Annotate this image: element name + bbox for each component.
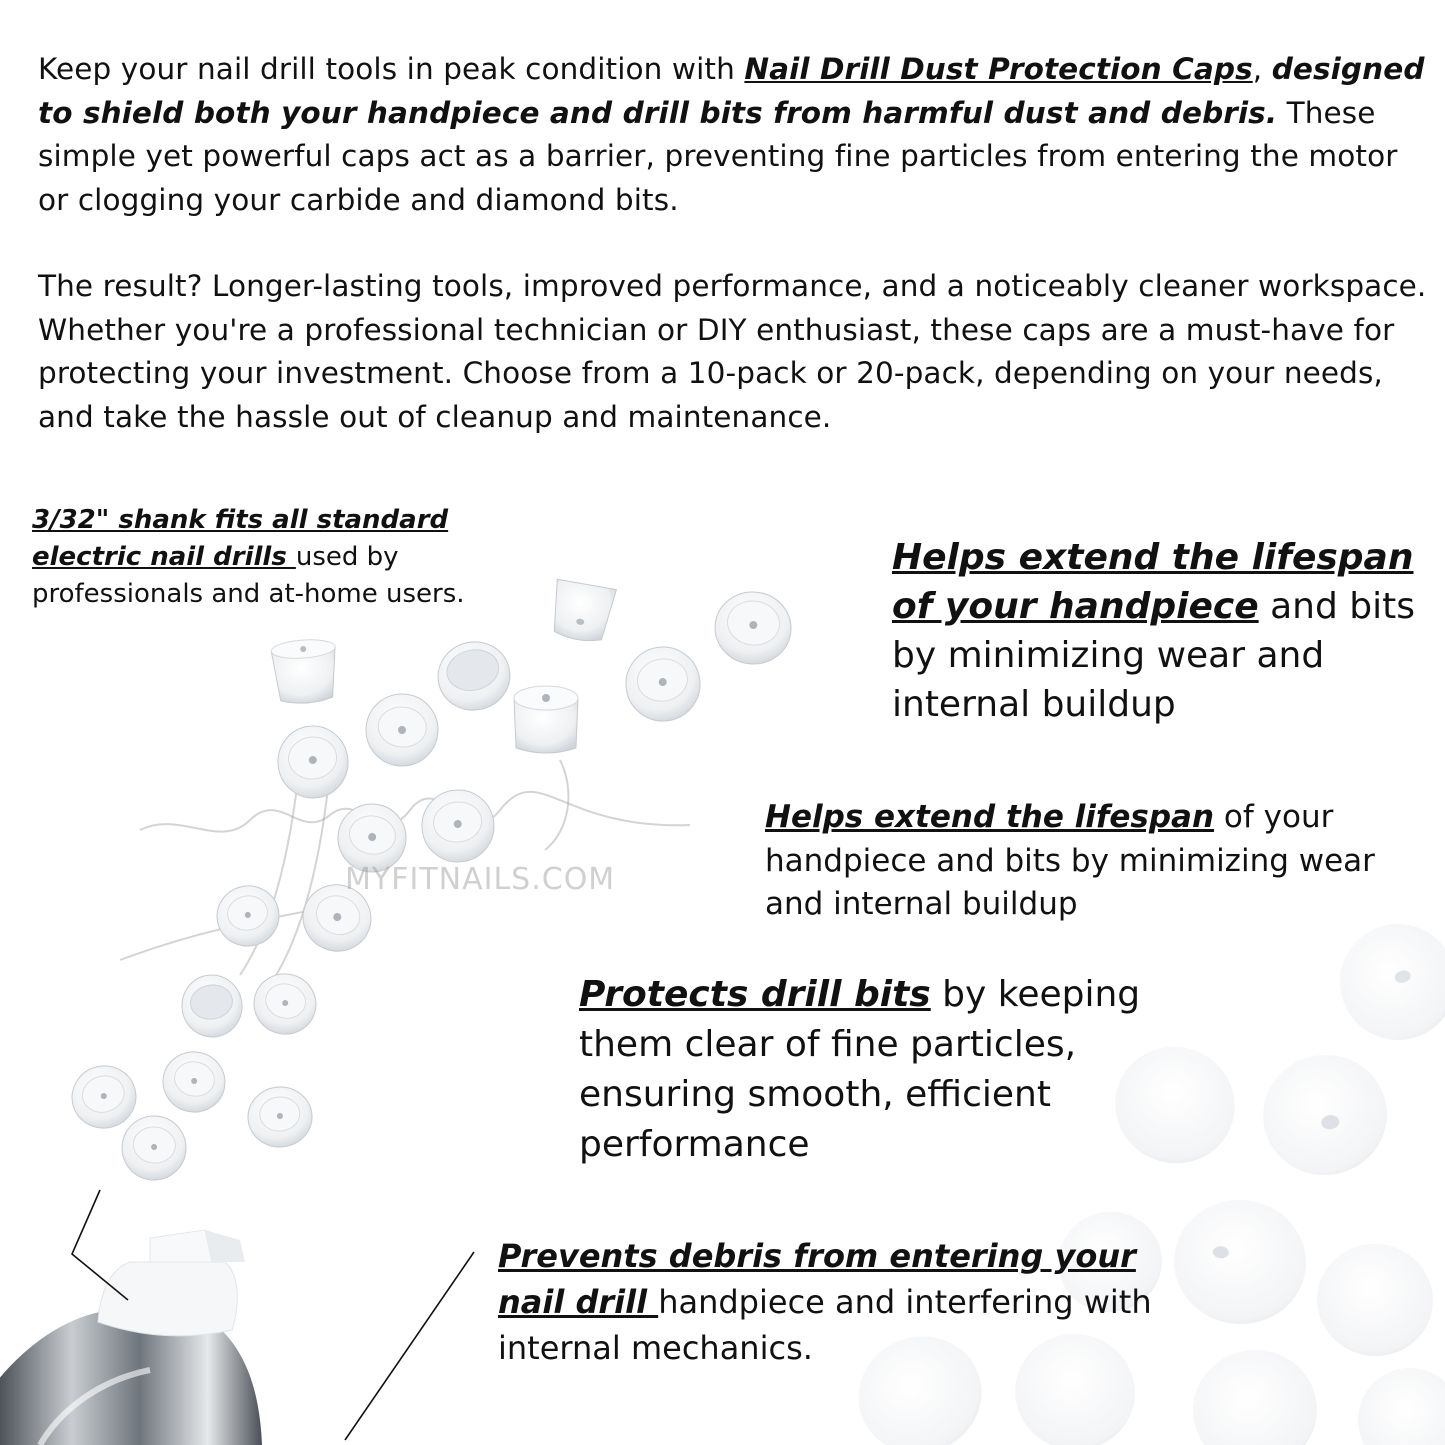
cap-item: [711, 588, 794, 668]
callout-lifespan-small-bold: Helps extend the lifespan: [765, 799, 1215, 835]
cap-item: [363, 691, 441, 769]
intro-detail: These simple yet powerful caps act as a barrier, preventing fine particles from entering the motor or clogging your carbide and diamond bits.: [38, 95, 1398, 217]
intro-paragraph-1: [38, 48, 1428, 222]
callout-lifespan-small: [765, 796, 1405, 927]
intro-lead: Keep your nail drill tools in peak condition with: [38, 52, 745, 86]
large-cap: [1354, 1364, 1445, 1445]
callout-lifespan-large-text: and bits by minimizing wear and internal buildup: [892, 586, 1415, 725]
callout-protects-bold: Protects drill bits: [579, 974, 931, 1015]
cap-item: [158, 1047, 229, 1117]
intro-paragraph-2: The result? Longer-lasting tools, improved performance, and a noticeably cleaner workspace. Whether you're a professional technician or DIY enthusiast, these caps are a must-have for protecting your investment. Choose from a 10-pack or 20-pack, depending on your needs, and take the hassle out of cleanup and maintenance.: [38, 269, 1427, 434]
cap-item: [514, 686, 578, 753]
watermark-text: MYFITNAILS.COM: [345, 862, 616, 897]
callout-protects: [579, 970, 1219, 1170]
callout-lifespan-large-bold: Helps extend the lifespan of your handpiece: [892, 537, 1414, 627]
cap-item: [621, 642, 705, 726]
callout-shank: [32, 502, 552, 613]
callout-prevents-bold: Prevents debris from entering your nail drill: [498, 1237, 1136, 1321]
intro-emphasis: designed to shield both your handpiece and drill bits from harmful dust and debris.: [38, 52, 1425, 130]
handpiece: [0, 1230, 262, 1445]
callout-prevents-text: handpiece and interfering with internal mechanics.: [498, 1283, 1152, 1367]
cap-item: [248, 968, 321, 1040]
cap-item: [65, 1059, 142, 1135]
cap-item: [212, 881, 283, 951]
large-cap: [1254, 1045, 1397, 1185]
cap-item: [178, 971, 246, 1041]
intro-comma: ,: [1252, 52, 1272, 86]
large-cap: [1187, 1344, 1323, 1445]
callout-lifespan-large: [892, 533, 1432, 729]
cap-item: [274, 723, 351, 802]
callout-shank-bold: 3/32" shank fits all standard electric nail drills: [32, 505, 449, 572]
cap-item: [271, 638, 339, 705]
cap-item: [548, 579, 617, 645]
callout-prevents: [498, 1233, 1198, 1371]
connector-line: [345, 1252, 474, 1440]
cap-item: [432, 635, 517, 716]
callout-lifespan-small-text: of your handpiece and bits by minimizing wear and internal buildup: [765, 799, 1375, 922]
large-cap: [1327, 911, 1445, 1053]
callout-shank-text: used by professionals and at-home users.: [32, 542, 465, 609]
cap-item: [246, 1085, 314, 1149]
cap-item: [119, 1113, 189, 1183]
intro-text: [38, 48, 1428, 439]
callout-protects-text: by keeping them clear of fine particles, ensuring smooth, efficient performance: [579, 974, 1141, 1165]
product-name: Nail Drill Dust Protection Caps: [744, 52, 1253, 86]
large-cap: [1310, 1236, 1440, 1363]
